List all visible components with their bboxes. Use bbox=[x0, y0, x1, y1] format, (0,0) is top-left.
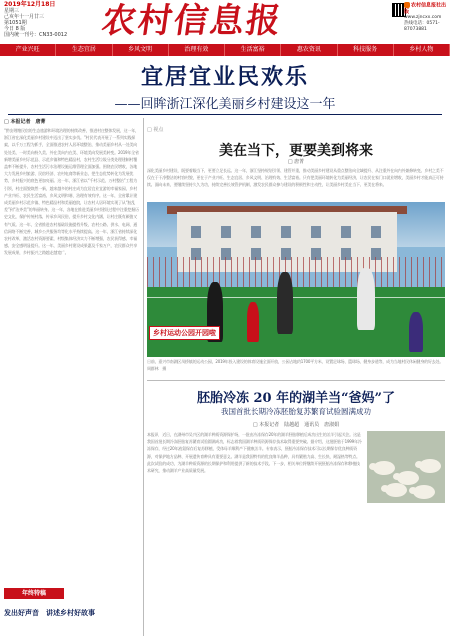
main-headline: 宜居宜业民欢乐 bbox=[140, 64, 309, 90]
issue-number: 第1051期 bbox=[4, 20, 27, 26]
story2-title[interactable]: 胚胎冷冻 20 年的湖羊当“爸妈”了 bbox=[196, 391, 396, 406]
year-end-feature-title[interactable]: 发出好声音 讲述乡村好故事 bbox=[4, 609, 95, 617]
left-body-text: “黔安理塘民宿的生态旅游和环境治理的持续改善，推进村庄整体发展，这一年，浙江省在深化美丽乡村建设中迈出了坚实步伐。”村民代表开展了一系列实践探索，以千万工程为抓手，全面推进农村人居环境整治，推动美丽乡村从一处美向处处美、一时美向持久美、外在美向内在美、环境美向发展美转变。2019年全省新增美丽乡村示范县、示范乡镇和特色精品村，农村生活垃圾分类处理建制村覆盖率不断提升，农村生活污水治理设施运维管理全面加强。围绕农民增收，各地大力发展乡村旅游、民宿经济、农村电商等新业态，把生态优势转化为发展优势，乡村振兴的底色更加亮丽。这一年，浙江省以“千村示范、万村整治”工程为引领，村庄面貌焕然一新，越来越多的村庄成为宜居宜业宜游的幸福家园，乡村产业兴旺、农民生活富裕、乡风文明和谐、治理有效有序。这一年，全省累计建成美丽乡村示范乡镇、特色精品村和美丽庭院，让农村人居环境实现了从“脏乱差”到“洁齐美”的华丽转身。这一年，各地在推进美丽乡村建设过程中注重挖掘历史文化，保护传统村落，传承乡风民俗，提升乡村文化内涵，让村庄既有颜值又有气质。这一年，全省推进农村基础设施提档升级，农村公路、供水、电网、通信网络不断完善，城乡公共服务均等化水平持续提高。这一年，浙江省持续深化农村改革，激活农村资源要素，村级集体经济实力不断增强，农民获得感、幸福感、安全感明显提升。这一年，美丽乡村建设成果惠及千家万户，农民群众共享发展成果，乡村振兴之路越走越宽广。 bbox=[4, 128, 139, 256]
sports-park-photo bbox=[147, 202, 445, 357]
masthead bbox=[0, 0, 450, 44]
nav-item[interactable]: 科技服务 bbox=[338, 44, 394, 56]
nav-item[interactable]: 生活富裕 bbox=[225, 44, 281, 56]
photo-player bbox=[247, 302, 259, 342]
photo-caption: 乡村运动公园开园啦 bbox=[149, 326, 220, 340]
nav-item[interactable]: 治理有效 bbox=[169, 44, 225, 56]
newspaper-title: 农村信息报 bbox=[99, 1, 285, 41]
story2-body bbox=[147, 431, 363, 636]
weekday: 星期三 bbox=[4, 8, 20, 14]
nav-item[interactable]: 乡风文明 bbox=[113, 44, 169, 56]
section-count: 今日 8 版 bbox=[4, 26, 26, 32]
section-nav bbox=[0, 44, 450, 56]
photo-player bbox=[277, 272, 293, 334]
left-byline: □ 本报记者 唐菁 bbox=[4, 119, 46, 125]
nav-item[interactable]: 产业兴旺 bbox=[0, 44, 56, 56]
nav-item[interactable]: 生态宜居 bbox=[56, 44, 112, 56]
headline-rule bbox=[8, 114, 442, 115]
feature-byline: □ 唐菁 bbox=[287, 159, 305, 165]
nav-item[interactable]: 乡村人物 bbox=[394, 44, 450, 56]
story2-body-text: 本报讯 近日，在湖州市吴兴区的湖羊种质资源保护场，一批由冷冻保存20年的湖羊胚胎移植后成功出生的羔羊引起关注。这是我国首批长期冷冻胚胎复苏繁育试验圆满成功，标志着我国湖羊种质资源保存技术取得重要突破。据介绍，这批胚胎于1999年冷冻保存，经过20年液氮保存后复苏移植，受体母羊顺利产下健康羔羊。专家表示，胚胎冷冻保存技术可以长期保存优良种质资源，对保护地方品种、开展遗传育种具有重要意义。湖羊是我国特有的优良绵羊品种，具有繁殖力高、生长快、耐湿热等特点。此次试验的成功，为湖羊种质资源的长期保护和利用提供了新的技术手段。下一步，相关单位将继续开展胚胎冷冻保存和移植技术研究，推动湖羊产业高质量发展。 bbox=[147, 432, 362, 474]
photo-player bbox=[357, 268, 375, 330]
photo-fence bbox=[147, 257, 445, 287]
story2-byline: □ 本报记者 陆越超 通讯员 唐淑娟 bbox=[252, 422, 340, 428]
photo-player bbox=[409, 312, 423, 352]
feature-title[interactable]: 美在当下，更要美到将来 bbox=[219, 143, 373, 159]
story-divider bbox=[147, 380, 445, 381]
publisher-name: 农村信息报社出版 bbox=[404, 2, 447, 15]
sheep-photo bbox=[367, 431, 445, 503]
main-subheadline: ——回眸浙江深化美丽乡村建设这一年 bbox=[114, 97, 336, 112]
publisher-hotline: 热线电话：0571-87073881 bbox=[404, 20, 440, 32]
masthead-date-block bbox=[4, 2, 82, 38]
issue-date: 2019年12月18日 bbox=[4, 1, 56, 8]
nav-item[interactable]: 惠农资讯 bbox=[281, 44, 337, 56]
publisher-web: www.zjncxx.com bbox=[404, 14, 442, 20]
publisher-block bbox=[404, 2, 450, 33]
column-divider bbox=[143, 118, 144, 636]
cn-code: 国内统一刊号：CN33-0012 bbox=[4, 32, 68, 38]
year-end-feature-label: 年终特稿 bbox=[4, 588, 64, 599]
feature-body-text: 深化美丽乡村建设，既要着眼当下，更要立足长远。这一年，浙江坚持规划引领、建管并重，推动美丽乡村建设从重点整治向全域提升、从注重外在向内外兼修转变。乡村之美不仅在于干净整洁的村容村貌，更在于产业兴旺、生态宜居、乡风文明、治理有效、生活富裕。只有把美丽环境转化为美丽经济，让农民在家门口就业增收，美丽乡村才能真正可持续。面向未来，要继续坚持久久为功，持续完善长效管护机制，激发农民群众参与建设的积极性和主动性，让美丽乡村美在当下、更美在将来。 bbox=[147, 168, 444, 188]
rss-icon bbox=[404, 2, 410, 8]
left-column-article bbox=[4, 118, 140, 588]
lunar-date: 己亥年十一月廿三 bbox=[4, 14, 45, 20]
feature-tag: □ 视点 bbox=[147, 127, 164, 133]
photo-note: 日前，嘉兴市南湖区凤桥镇的运动公园，2019年投入建设的体育设施全面开放，公园占地约1700平方米，设置足球场、篮球场、健身步道等，成为当地村民休闲健身的好去处。周群林 摄 bbox=[147, 359, 444, 372]
story2-subtitle: 我国首批长期冷冻胚胎复苏繁育试验圆满成功 bbox=[221, 407, 371, 416]
photo-turf bbox=[147, 287, 445, 357]
